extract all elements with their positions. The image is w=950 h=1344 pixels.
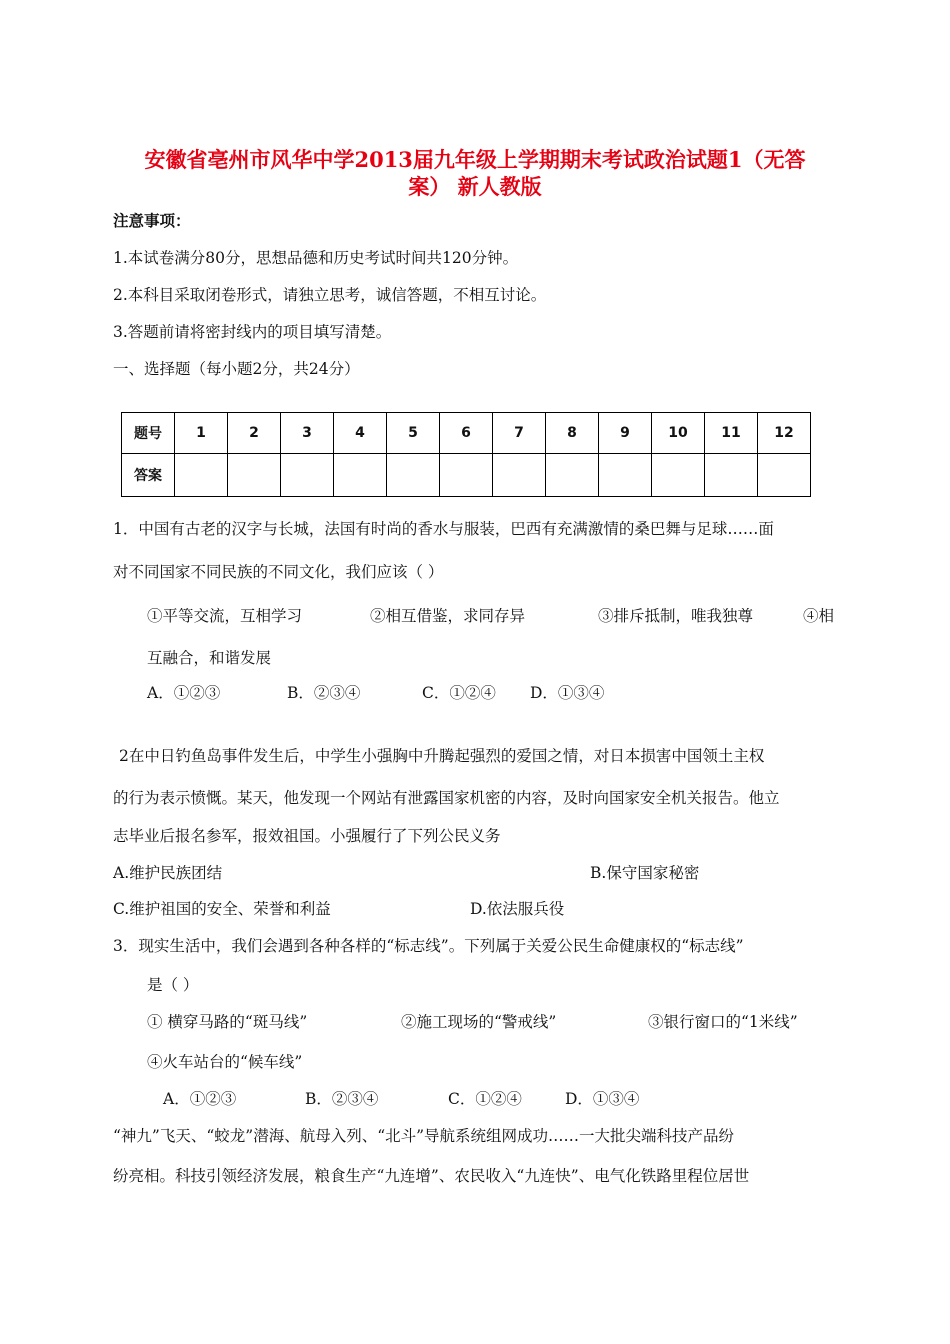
q1-choice-a: A．①②③ (147, 684, 221, 702)
q2-choice-d: D.依法服兵役 (470, 900, 565, 918)
answer-cell[interactable] (228, 454, 281, 497)
notice-item-2: 2.本科目采取闭卷形式，请独立思考，诚信答题，不相互讨论。 (113, 286, 547, 304)
question-number-cell: 9 (599, 413, 652, 454)
answer-cell[interactable] (175, 454, 228, 497)
question-number-cell: 3 (281, 413, 334, 454)
answer-cell[interactable] (281, 454, 334, 497)
q3-option-3: ③银行窗口的“1米线” (648, 1013, 798, 1031)
q1-option-1: ①平等交流，互相学习 (147, 607, 303, 625)
q3-choice-d: D．①③④ (565, 1090, 640, 1108)
q2-choice-c: C.维护祖国的安全、荣誉和利益 (113, 900, 331, 918)
question-number-cell: 8 (546, 413, 599, 454)
answer-table (121, 412, 811, 497)
question-number-cell: 1 (175, 413, 228, 454)
question-number-cell: 10 (652, 413, 705, 454)
question-number-cell: 6 (440, 413, 493, 454)
q3-choice-c: C．①②④ (448, 1090, 522, 1108)
q1-choice-c: C．①②④ (422, 684, 496, 702)
section-heading: 一、选择题（每小题2分，共24分） (113, 360, 360, 378)
q3-choice-a: A．①②③ (163, 1090, 237, 1108)
answer-table-answer-row (122, 454, 811, 497)
q4-line-2: 纷亮相。科技引领经济发展，粮食生产“九连增”、农民收入“九连快”、电气化铁路里程位居世 (113, 1167, 750, 1185)
number-row-label: 题号 (122, 413, 175, 454)
notice-item-1: 1.本试卷满分80分，思想品德和历史考试时间共120分钟。 (113, 249, 519, 267)
q2-choice-a: A.维护民族团结 (113, 864, 223, 882)
q1-option-3: ③排斥抵制，唯我独尊 (598, 607, 754, 625)
q1-choice-d: D．①③④ (530, 684, 605, 702)
document-title-line1: 安徽省亳州市风华中学2013届九年级上学期期末考试政治试题1（无答 (144, 147, 806, 172)
answer-table-number-row (122, 413, 811, 454)
answer-cell[interactable] (387, 454, 440, 497)
question-number-cell: 5 (387, 413, 440, 454)
q1-option-2: ②相互借鉴，求同存异 (370, 607, 526, 625)
answer-cell[interactable] (652, 454, 705, 497)
answer-cell[interactable] (705, 454, 758, 497)
question-number-cell: 4 (334, 413, 387, 454)
question-number-cell: 2 (228, 413, 281, 454)
answer-cell[interactable] (758, 454, 811, 497)
q2-line-2: 的行为表示愤慨。某天，他发现一个网站有泄露国家机密的内容，及时向国家安全机关报告。他立 (113, 789, 780, 807)
q2-choice-b: B.保守国家秘密 (590, 864, 700, 882)
q1-line-2: 对不同国家不同民族的不同文化，我们应该（ ） (113, 563, 444, 581)
notice-heading: 注意事项： (113, 211, 191, 230)
question-number-cell: 7 (493, 413, 546, 454)
q3-option-1: ① 横穿马路的“斑马线” (147, 1013, 308, 1031)
answer-cell[interactable] (440, 454, 493, 497)
document-title-line2: 案） 新人教版 (408, 174, 542, 199)
q1-choice-b: B．②③④ (287, 684, 361, 702)
q3-option-2: ②施工现场的“警戒线” (401, 1013, 557, 1031)
q3-choice-b: B．②③④ (305, 1090, 379, 1108)
notice-item-3: 3.答题前请将密封线内的项目填写清楚。 (113, 323, 392, 341)
q3-line-1: 3．现实生活中，我们会遇到各种各样的“标志线”。下列属于关爱公民生命健康权的“标志线” (113, 937, 744, 955)
answer-row-label: 答案 (122, 454, 175, 497)
q1-line-1: 1．中国有古老的汉字与长城，法国有时尚的香水与服装，巴西有充满激情的桑巴舞与足球……面 (113, 520, 774, 538)
answer-cell[interactable] (546, 454, 599, 497)
question-number-cell: 12 (758, 413, 811, 454)
q2-line-3: 志毕业后报名参军，报效祖国。小强履行了下列公民义务 (113, 827, 501, 845)
answer-cell[interactable] (493, 454, 546, 497)
q1-option-4b: 互融合，和谐发展 (147, 649, 272, 667)
q2-line-1: 2在中日钓鱼岛事件发生后，中学生小强胸中升腾起强烈的爱国之情，对日本损害中国领土主权 (119, 747, 765, 765)
answer-cell[interactable] (599, 454, 652, 497)
question-number-cell: 11 (705, 413, 758, 454)
q4-line-1: “神九”飞天、“蛟龙”潜海、航母入列、“北斗”导航系统组网成功……一大批尖端科技产品纷 (113, 1127, 735, 1145)
q1-option-4a: ④相 (803, 607, 835, 625)
q3-option-4: ④火车站台的“候车线” (147, 1053, 303, 1071)
q3-line-2: 是（ ） (147, 976, 199, 994)
answer-cell[interactable] (334, 454, 387, 497)
